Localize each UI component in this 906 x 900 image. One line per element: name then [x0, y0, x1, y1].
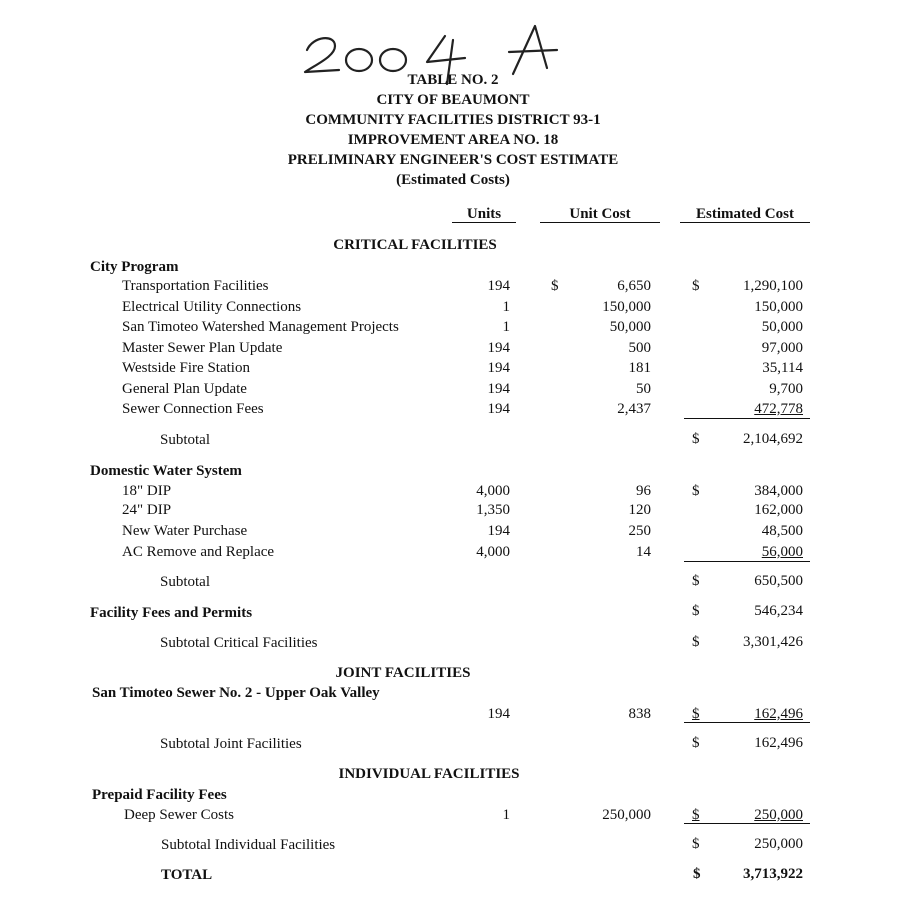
row-label: Electrical Utility Connections: [122, 299, 302, 315]
row-cost: 56,000: [761, 544, 803, 560]
row-cost: 48,500: [761, 523, 803, 539]
dollar-sign: $: [692, 573, 700, 589]
row-label: Transportation Facilities: [122, 278, 269, 294]
improvement-area: IMPROVEMENT AREA NO. 18: [347, 132, 559, 148]
row-units: 194: [487, 360, 510, 376]
row-units: 1: [502, 807, 510, 823]
row-units: 194: [487, 278, 510, 294]
row-unit-cost: 181: [628, 360, 651, 376]
city-name: CITY OF BEAUMONT: [376, 92, 530, 108]
row-cost: 162,496: [754, 706, 803, 722]
joint-item-label: San Timoteo Sewer No. 2 - Upper Oak Valley: [92, 685, 380, 701]
group-title-city-program: City Program: [90, 259, 179, 275]
row-units: 4,000: [476, 544, 510, 560]
row-unit-cost: 96: [636, 483, 651, 499]
facility-fees-value: 546,234: [754, 603, 803, 619]
dollar-sign: $: [692, 603, 700, 619]
row-cost: 1,290,100: [743, 278, 803, 294]
column-header-unit-cost: Unit Cost: [569, 206, 631, 222]
row-label: 24" DIP: [122, 502, 172, 518]
row-unit-cost: 120: [628, 502, 651, 518]
row-unit-cost: 6,650: [617, 278, 651, 294]
dollar-sign: $: [692, 634, 700, 650]
subtotal-joint-value: 162,496: [754, 735, 803, 751]
row-units: 1: [502, 319, 510, 335]
dollar-sign: $: [692, 431, 700, 447]
section-title-individual: INDIVIDUAL FACILITIES: [338, 766, 520, 782]
row-label: New Water Purchase: [122, 523, 248, 539]
row-label: Deep Sewer Costs: [124, 807, 234, 823]
table-number: TABLE NO. 2: [407, 72, 499, 88]
subtotal-individual-value: 250,000: [754, 836, 803, 852]
row-unit-cost: 150,000: [602, 299, 651, 315]
section-title-critical: CRITICAL FACILITIES: [333, 237, 497, 253]
row-units: 1: [502, 299, 510, 315]
group-title-water: Domestic Water System: [90, 463, 242, 479]
subtotal-critical-label: Subtotal Critical Facilities: [160, 635, 318, 651]
subtotal-label: Subtotal: [160, 574, 211, 590]
row-unit-cost: 14: [636, 544, 651, 560]
column-header-units: Units: [466, 206, 502, 222]
document-title: PRELIMINARY ENGINEER'S COST ESTIMATE: [287, 152, 619, 168]
row-units: 1,350: [476, 502, 510, 518]
row-label: 18" DIP: [122, 483, 172, 499]
district-name: COMMUNITY FACILITIES DISTRICT 93-1: [305, 112, 601, 128]
group-title-prepaid: Prepaid Facility Fees: [92, 787, 227, 803]
row-units: 194: [487, 381, 510, 397]
row-units: 194: [487, 340, 510, 356]
total-value: 3,713,922: [743, 866, 803, 882]
row-unit-cost: 50: [636, 381, 651, 397]
dollar-sign: $: [692, 483, 700, 499]
row-label: Sewer Connection Fees: [122, 401, 264, 417]
dollar-sign: $: [692, 706, 700, 722]
row-cost: 384,000: [754, 483, 803, 499]
row-cost: 472,778: [754, 401, 803, 417]
dollar-sign: $: [693, 866, 701, 882]
section-title-joint: JOINT FACILITIES: [335, 665, 471, 681]
row-unit-cost: 2,437: [617, 401, 651, 417]
row-unit-cost: 250,000: [602, 807, 651, 823]
dollar-sign: $: [551, 278, 559, 294]
total-label: TOTAL: [161, 867, 213, 883]
subtotal-value: 2,104,692: [743, 431, 803, 447]
subtotal-joint-label: Subtotal Joint Facilities: [160, 736, 302, 752]
dollar-sign: $: [692, 278, 700, 294]
row-label: General Plan Update: [122, 381, 247, 397]
row-cost: 250,000: [754, 807, 803, 823]
document-subtitle: (Estimated Costs): [396, 172, 510, 188]
row-label: Master Sewer Plan Update: [122, 340, 283, 356]
row-cost: 97,000: [761, 340, 803, 356]
facility-fees-label: Facility Fees and Permits: [90, 605, 253, 621]
row-units: 4,000: [476, 483, 510, 499]
row-units: 194: [487, 523, 510, 539]
row-label: AC Remove and Replace: [122, 544, 275, 560]
row-unit-cost: 250: [628, 523, 651, 539]
dollar-sign: $: [692, 836, 700, 852]
row-cost: 9,700: [769, 381, 803, 397]
row-cost: 50,000: [761, 319, 803, 335]
row-units: 194: [487, 401, 510, 417]
subtotal-individual-label: Subtotal Individual Facilities: [161, 837, 336, 853]
row-unit-cost: 500: [628, 340, 651, 356]
row-cost: 162,000: [754, 502, 803, 518]
dollar-sign: $: [692, 735, 700, 751]
subtotal-value: 650,500: [754, 573, 803, 589]
row-label: San Timoteo Watershed Management Projects: [122, 319, 399, 335]
row-units: 194: [487, 706, 510, 722]
row-unit-cost: 838: [628, 706, 651, 722]
row-unit-cost: 50,000: [609, 319, 651, 335]
dollar-sign: $: [692, 807, 700, 823]
row-label: Westside Fire Station: [122, 360, 250, 376]
row-cost: 150,000: [754, 299, 803, 315]
column-header-estimated-cost: Estimated Cost: [696, 206, 794, 222]
row-cost: 35,114: [762, 360, 803, 376]
subtotal-critical-value: 3,301,426: [743, 634, 803, 650]
subtotal-label: Subtotal: [160, 432, 211, 448]
